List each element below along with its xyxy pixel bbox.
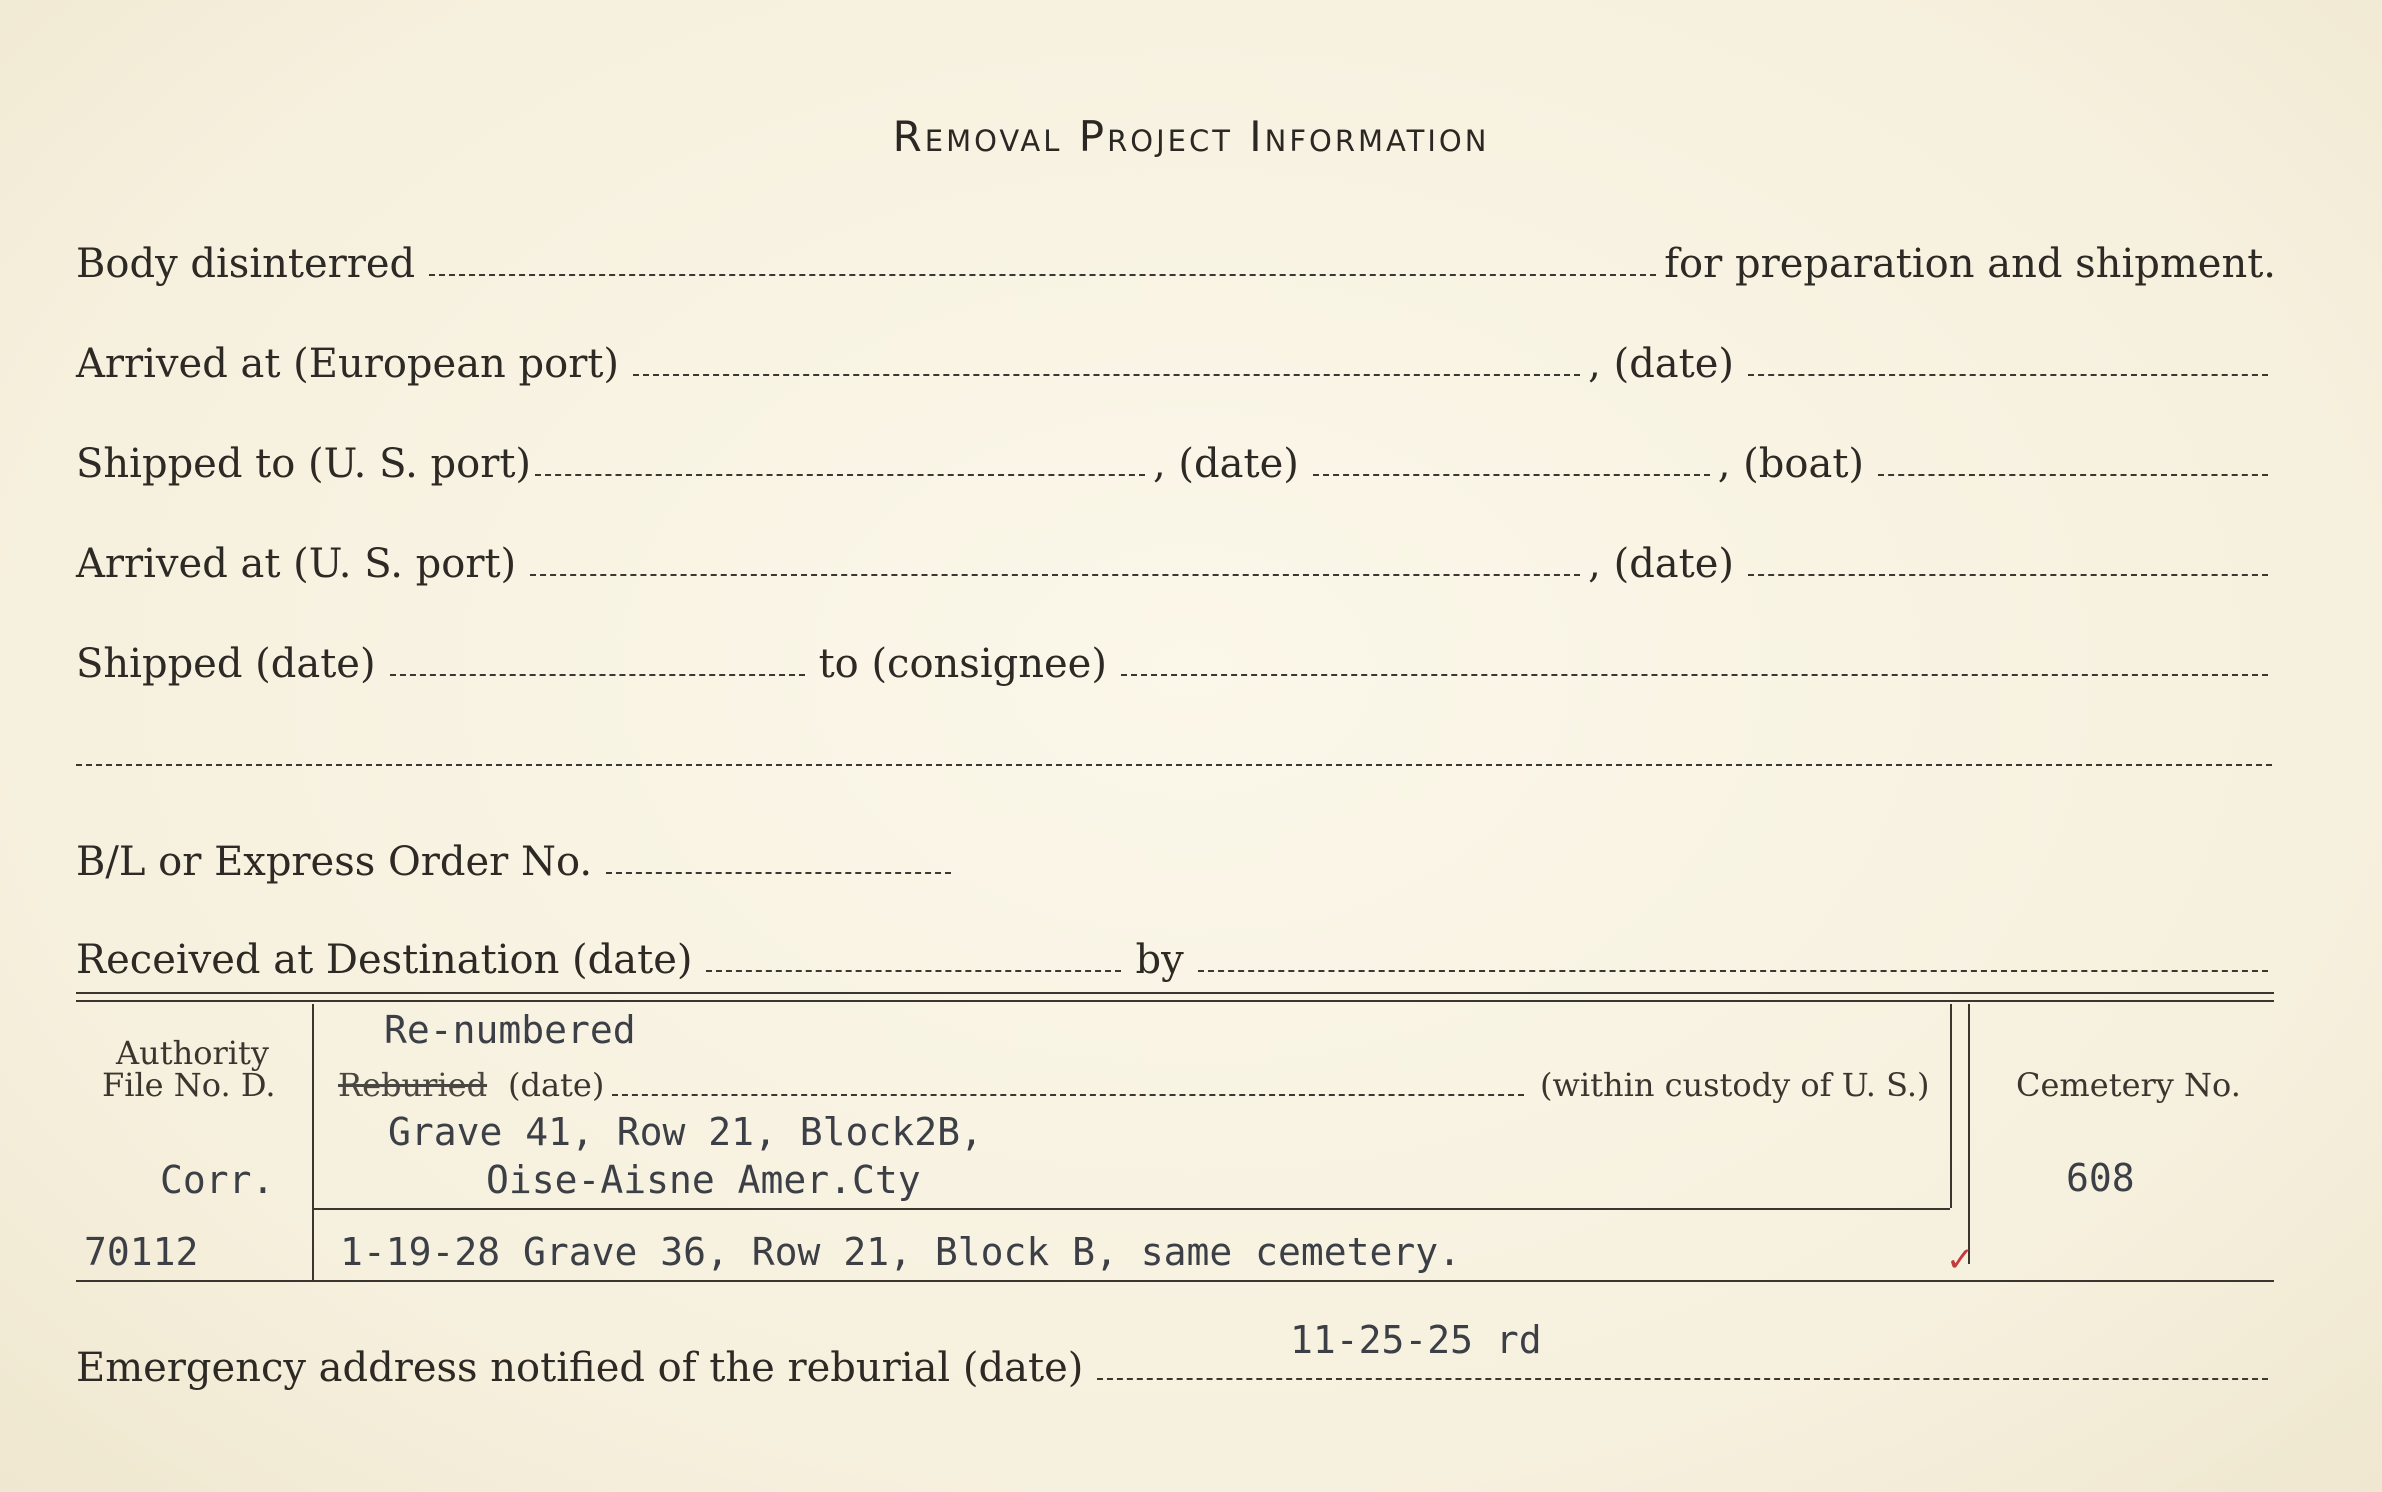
emergency-date-value: 11-25-25 rd — [1290, 1318, 1542, 1362]
arrived-european-label: Arrived at (European port) — [76, 341, 620, 387]
box-divider-right — [1968, 1004, 1970, 1264]
row-body-disinterred — [76, 226, 2276, 286]
bl-order-label: B/L or Express Order No. — [76, 839, 593, 885]
shipped-us-label: Shipped to (U. S. port) — [76, 441, 531, 487]
arrived-european-port-field[interactable] — [633, 374, 1580, 376]
reburied-date-label: (date) — [508, 1066, 605, 1104]
card-title: Removal Project Information — [892, 112, 1490, 161]
bl-order-field[interactable] — [606, 872, 951, 874]
arrived-us-label: Arrived at (U. S. port) — [76, 541, 517, 587]
shipped-us-boat-label: , (boat) — [1717, 441, 1864, 487]
row-arrived-us — [76, 526, 2276, 586]
body-disinterred-label: Body disinterred — [76, 241, 416, 287]
box-top-rule — [76, 992, 2274, 1002]
check-mark-icon: ✓ — [1946, 1240, 1975, 1280]
row-emergency — [76, 1330, 2276, 1390]
grave-line-2: Oise-Aisne Amer.Cty — [486, 1158, 921, 1202]
arrived-us-port-field[interactable] — [530, 574, 1580, 576]
consignee-field[interactable] — [1121, 674, 2268, 676]
row-bl-order — [76, 824, 2276, 884]
grave-line-1: Grave 41, Row 21, Block2B, — [388, 1110, 983, 1154]
arrived-us-date-field[interactable] — [1748, 574, 2268, 576]
row-arrived-european — [76, 326, 2276, 386]
arrived-european-date-field[interactable] — [1748, 374, 2268, 376]
custody-label: (within custody of U. S.) — [1540, 1066, 1930, 1104]
body-disinterred-suffix: for preparation and shipment. — [1664, 241, 2276, 287]
consignee-label: to (consignee) — [818, 641, 1107, 687]
box-inner-vertical — [1950, 1004, 1952, 1208]
corr-label: Corr. — [160, 1158, 275, 1202]
authority-label: Authority — [116, 1034, 269, 1072]
emergency-date-field[interactable] — [1097, 1378, 2268, 1380]
reburied-date-field[interactable] — [612, 1094, 1524, 1096]
arrived-european-date-label: , (date) — [1588, 341, 1734, 387]
shipped-us-boat-field[interactable] — [1878, 474, 2268, 476]
shipped-date-label: Shipped (date) — [76, 641, 376, 687]
arrived-us-date-label: , (date) — [1588, 541, 1734, 587]
row-shipped-date — [76, 626, 2276, 686]
file-no-label: File No. D. — [102, 1066, 276, 1104]
box-bottom-rule — [76, 1280, 2274, 1282]
emergency-label: Emergency address notified of the reburial (date) — [76, 1345, 1084, 1391]
reburial-entry: 1-19-28 Grave 36, Row 21, Block B, same cemetery. — [340, 1230, 1462, 1274]
row-received — [76, 922, 2276, 982]
reburied-label: Reburied — [338, 1066, 488, 1104]
consignee-continuation-field[interactable] — [76, 764, 2272, 766]
shipped-us-date-label: , (date) — [1153, 441, 1299, 487]
received-by-label: by — [1135, 937, 1184, 983]
box-inner-rule — [312, 1208, 1950, 1210]
box-divider-left — [312, 1004, 314, 1280]
row-shipped-us — [76, 426, 2276, 486]
shipped-us-port-field[interactable] — [535, 474, 1145, 476]
cemetery-number: 608 — [2066, 1156, 2135, 1200]
body-disinterred-field[interactable] — [429, 274, 1656, 276]
received-date-field[interactable] — [706, 970, 1121, 972]
file-number: 70112 — [84, 1230, 199, 1274]
renumbered-text: Re-numbered — [384, 1008, 636, 1052]
shipped-date-field[interactable] — [390, 674, 805, 676]
received-label: Received at Destination (date) — [76, 937, 693, 983]
shipped-us-date-field[interactable] — [1313, 474, 1710, 476]
received-by-field[interactable] — [1198, 970, 2268, 972]
cemetery-no-label: Cemetery No. — [2016, 1066, 2241, 1104]
